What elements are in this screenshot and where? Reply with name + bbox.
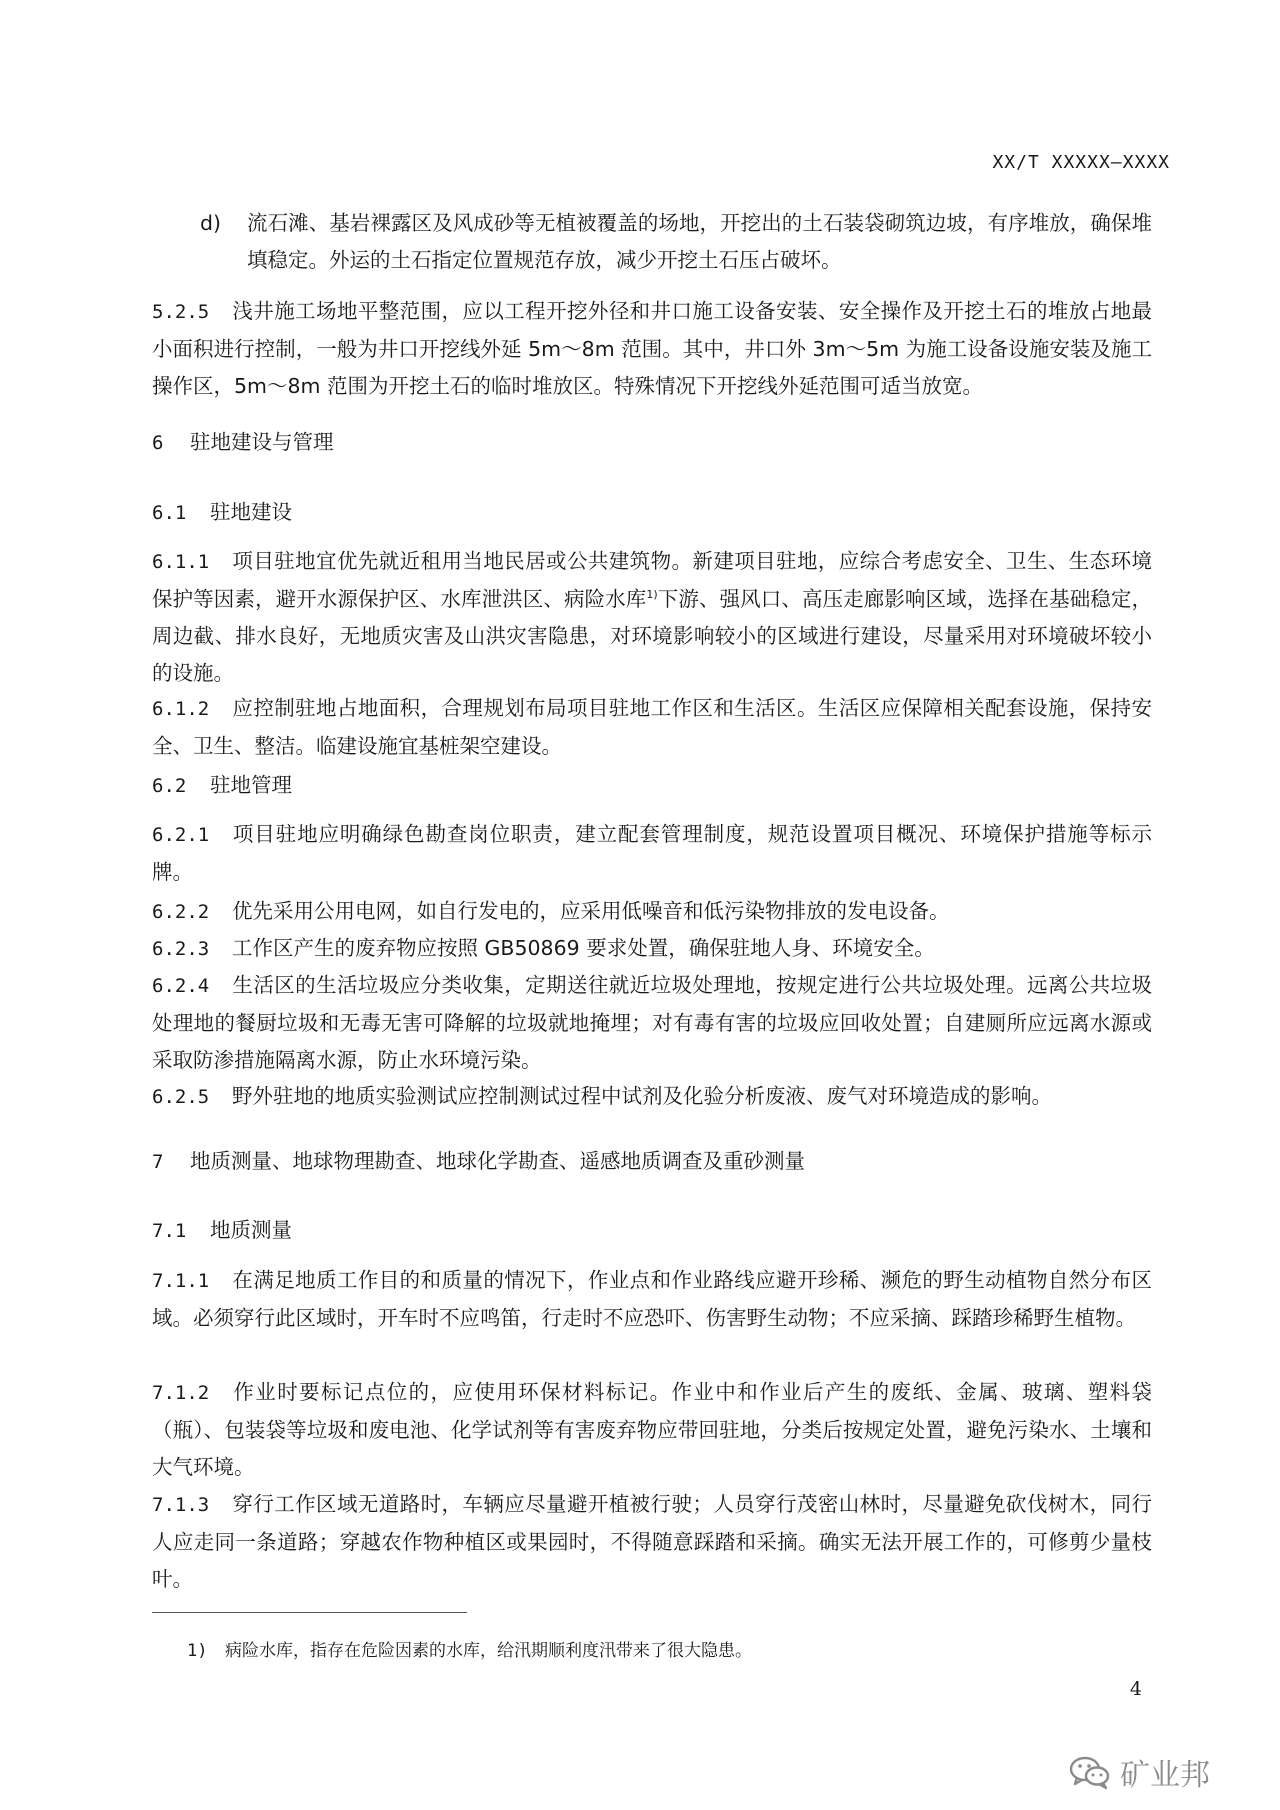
heading-number: 6.1	[152, 502, 187, 524]
watermark	[1068, 1750, 1210, 1794]
clause-text: 在满足地质工作目的和质量的情况下，作业点和作业路线应避开珍稀、濒危的野生动植物自然分布区域。必须穿行此区域时，开车时不应鸣笛，行走时不应恐吓、伤害野生动物；不应采摘、踩踏珍稀野生植物。	[152, 1268, 1152, 1330]
clause-text-continued: 下游、强风口、高压走廊影响区域，选择在基础稳定，周边截、排水良好，无地质灾害及山洪灾害隐患，对环境影响较小的区域进行建设，尽量采用对环境破坏较小的设施。	[152, 587, 1153, 685]
clause-5-2-5	[152, 293, 1152, 405]
clause-6-2-5	[152, 1078, 1152, 1116]
clause-text: 作业时要标记点位的，应使用环保材料标记。作业中和作业后产生的废纸、金属、玻璃、塑料袋（瓶）、包装袋等垃圾和废电池、化学试剂等有害废弃物应带回驻地，分类后按规定处置，避免污染水、土壤和大气环境。	[152, 1380, 1152, 1479]
section-heading-6	[152, 427, 334, 458]
list-item-label: d)	[200, 211, 222, 235]
clause-number: 7.1.1	[152, 1270, 210, 1292]
section-heading-7-1	[152, 1215, 292, 1246]
clause-6-2-1	[152, 816, 1152, 891]
clause-7-1-3	[152, 1486, 1152, 1598]
heading-text: 驻地建设	[210, 500, 292, 524]
watermark-text: 矿业邦	[1120, 1758, 1210, 1793]
clause-text: 穿行工作区域无道路时，车辆应尽量避开植被行驶；人员穿行茂密山林时，尽量避免砍伐树木，同行人应走同一条道路；穿越农作物种植区或果园时，不得随意踩踏和采摘。确实无法开展工作的，可修剪少量枝叶。	[152, 1492, 1152, 1591]
clause-number: 6.2.1	[152, 824, 210, 846]
clause-number: 6.2.2	[152, 901, 210, 923]
heading-text: 地质测量、地球物理勘查、地球化学勘查、遥感地质调查及重砂测量	[190, 1149, 805, 1173]
clause-7-1-2	[152, 1374, 1152, 1486]
clause-text: 浅井施工场地平整范围，应以工程开挖外径和井口施工设备安装、安全操作及开挖土石的堆放占地最小面积进行控制，一般为井口开挖线外延 5m～8m 范围。其中，井口外 3m～5m 为施工设备设施安装及施工操作区，5m～8m 范围为开挖土石的临时堆放区。特殊情况下开挖线外延范围可适当放宽。	[152, 299, 1152, 398]
heading-text: 驻地建设与管理	[190, 430, 334, 454]
clause-number: 7.1.3	[152, 1494, 210, 1516]
clause-6-2-4	[152, 967, 1152, 1079]
footnote-mark: 1)	[187, 1641, 208, 1661]
clause-text: 工作区产生的废弃物应按照 GB50869 要求处置，确保驻地人身、环境安全。	[232, 936, 935, 960]
heading-number: 7	[152, 1151, 164, 1173]
footnote-divider	[152, 1612, 467, 1613]
heading-number: 6	[152, 432, 164, 454]
heading-text: 驻地管理	[210, 773, 292, 797]
wechat-icon	[1068, 1753, 1112, 1791]
clause-number: 5.2.5	[152, 301, 210, 323]
clause-7-1-1	[152, 1262, 1152, 1337]
footnote	[187, 1636, 752, 1661]
clause-number: 6.1.1	[152, 551, 210, 573]
heading-number: 6.2	[152, 775, 187, 797]
clause-text: 野外驻地的地质实验测试应控制测试过程中试剂及化验分析废液、废气对环境造成的影响。	[232, 1084, 1052, 1108]
section-heading-6-2	[152, 770, 292, 801]
footnote-reference: 1)	[646, 588, 658, 602]
clause-6-2-2	[152, 893, 1152, 931]
clause-text: 项目驻地宜优先就近租用当地民居或公共建筑物。新建项目驻地，应综合考虑安全、卫生、生态环境保护等因素，避开水源保护区、水库泄洪区、病险水库	[152, 549, 1152, 611]
clause-number: 7.1.2	[152, 1382, 210, 1404]
clause-text: 优先采用公用电网，如自行发电的，应采用低噪音和低污染物排放的发电设备。	[232, 899, 950, 923]
heading-text: 地质测量	[210, 1218, 292, 1242]
section-heading-7	[152, 1146, 805, 1177]
clause-text: 应控制驻地占地面积，合理规划布局项目驻地工作区和生活区。生活区应保障相关配套设施，保持安全、卫生、整洁。临建设施宜基桩架空建设。	[152, 696, 1152, 758]
list-item-text: 流石滩、基岩裸露区及风成砂等无植被覆盖的场地，开挖出的土石装袋砌筑边坡，有序堆放，确保堆填稳定。外运的土石指定位置规范存放，减少开挖土石压占破坏。	[247, 211, 1152, 272]
footnote-text: 病险水库，指存在危险因素的水库，给汛期顺利度汛带来了很大隐患。	[225, 1641, 752, 1661]
clause-number: 6.2.3	[152, 938, 210, 960]
clause-number: 6.2.5	[152, 1086, 210, 1108]
page-number: 4	[1129, 1678, 1142, 1700]
clause-text: 项目驻地应明确绿色勘查岗位职责，建立配套管理制度，规范设置项目概况、环境保护措施等标示牌。	[152, 822, 1152, 884]
clause-text: 生活区的生活垃圾应分类收集，定期送往就近垃圾处理地，按规定进行公共垃圾处理。远离公共垃圾处理地的餐厨垃圾和无毒无害可降解的垃圾就地掩埋；对有毒有害的垃圾应回收处置；自建厕所应远离水源或采取防渗措施隔离水源，防止水环境污染。	[152, 973, 1152, 1072]
heading-number: 7.1	[152, 1220, 187, 1242]
clause-number: 6.1.2	[152, 698, 210, 720]
standard-code: XX/T XXXXX—XXXX	[992, 152, 1170, 173]
clause-6-2-3	[152, 930, 1152, 968]
clause-6-1-1	[152, 543, 1152, 692]
clause-6-1-2	[152, 690, 1152, 765]
section-heading-6-1	[152, 497, 292, 528]
clause-number: 6.2.4	[152, 975, 210, 997]
